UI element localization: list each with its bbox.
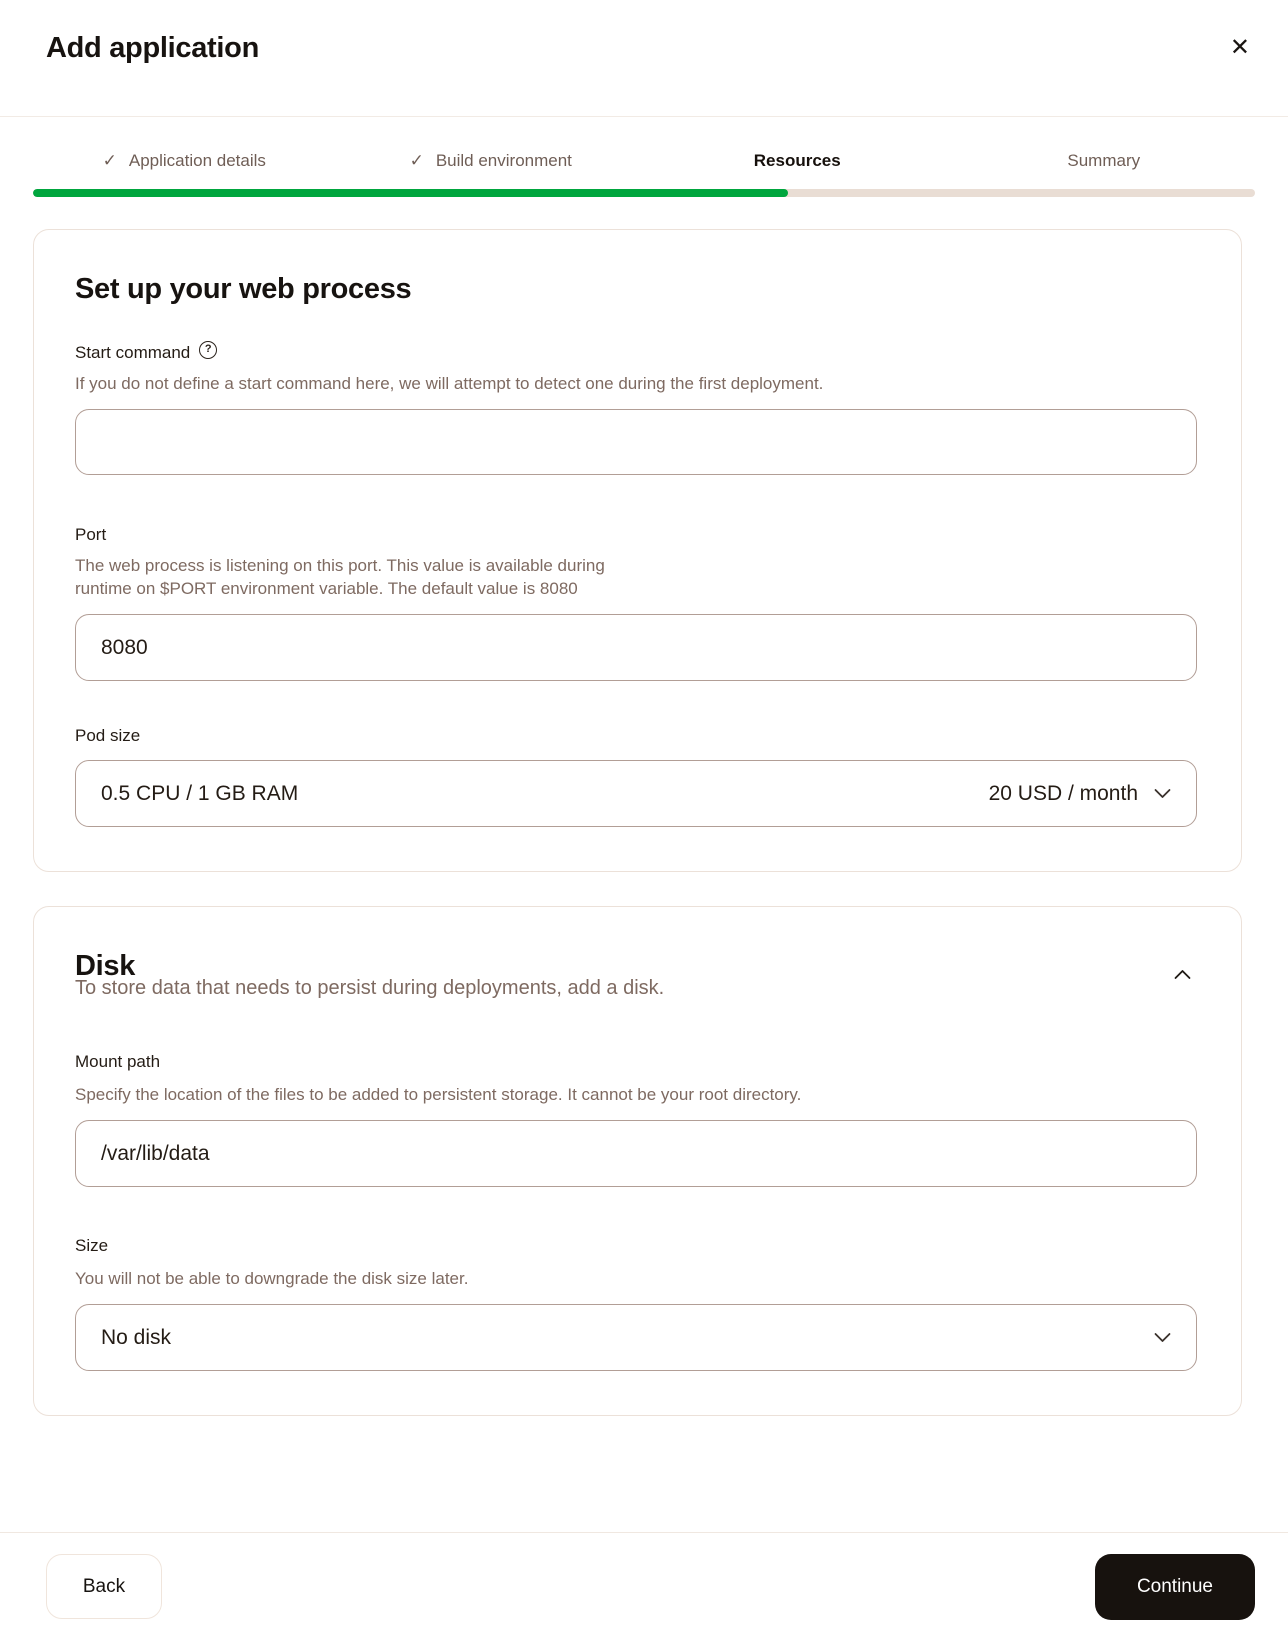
step-application-details[interactable] (31, 151, 338, 171)
start-command-helper: If you do not define a start command here, we will attempt to detect one during the first deployment. (75, 374, 824, 393)
back-button[interactable]: Back (46, 1554, 162, 1619)
chevron-down-icon (1154, 788, 1171, 799)
step-label: Resources (753, 151, 841, 170)
modal-footer (0, 1532, 1288, 1640)
start-command-field (75, 342, 1197, 480)
start-command-label-row (75, 342, 1197, 363)
close-button[interactable] (1230, 36, 1250, 60)
disk-size-field (75, 1235, 1197, 1371)
pod-size-field (75, 725, 1197, 827)
collapse-disk-button[interactable] (1168, 963, 1197, 986)
port-label: Port (75, 525, 107, 544)
chevron-down-icon (1154, 1332, 1171, 1343)
disk-card (33, 906, 1242, 1416)
disk-heading: Disk (75, 950, 136, 982)
close-icon: ✕ (1229, 34, 1250, 61)
disk-size-label: Size (75, 1236, 109, 1255)
disk-size-select[interactable] (75, 1304, 1197, 1371)
mount-path-input[interactable] (75, 1120, 1197, 1187)
continue-button[interactable]: Continue (1095, 1554, 1255, 1620)
mount-path-field (75, 1051, 1197, 1187)
port-helper (75, 554, 1197, 600)
step-label: Application details (128, 151, 266, 170)
start-command-label: Start command (75, 343, 191, 362)
progress-bar-track (33, 189, 1255, 197)
pod-size-value: 0.5 CPU / 1 GB RAM (101, 781, 299, 805)
pod-size-label: Pod size (75, 726, 141, 745)
mount-path-helper: Specify the location of the files to be added to persistent storage. It cannot be your root directory. (75, 1085, 802, 1104)
check-icon: ✓ (409, 151, 424, 170)
chevron-up-icon (1174, 969, 1191, 980)
stepper (0, 151, 1288, 171)
step-resources[interactable] (644, 151, 951, 171)
modal-title: Add application (46, 32, 260, 64)
step-label: Build environment (435, 151, 572, 170)
mount-path-label: Mount path (75, 1052, 161, 1071)
help-icon[interactable]: ? (199, 341, 217, 359)
modal-header (0, 0, 1288, 117)
port-helper-line2: runtime on $PORT environment variable. The default value is 8080 (75, 579, 578, 598)
port-field (75, 524, 1197, 681)
disk-size-value: No disk (101, 1325, 172, 1349)
progress-fill (33, 189, 788, 197)
port-input[interactable] (75, 614, 1197, 681)
pod-size-select[interactable] (75, 760, 1197, 827)
disk-size-helper: You will not be able to downgrade the disk size later. (75, 1269, 469, 1288)
step-label: Summary (1067, 151, 1141, 170)
disk-subtitle: To store data that needs to persist during deployments, add a disk. (75, 977, 665, 999)
web-process-card (33, 229, 1242, 872)
check-icon: ✓ (102, 151, 117, 170)
web-process-heading: Set up your web process (75, 273, 412, 305)
pod-size-price: 20 USD / month (988, 781, 1138, 805)
step-summary[interactable] (951, 151, 1258, 171)
step-build-environment[interactable] (338, 151, 645, 171)
start-command-input[interactable] (75, 409, 1197, 475)
port-helper-line1: The web process is listening on this port. This value is available during (75, 556, 605, 575)
